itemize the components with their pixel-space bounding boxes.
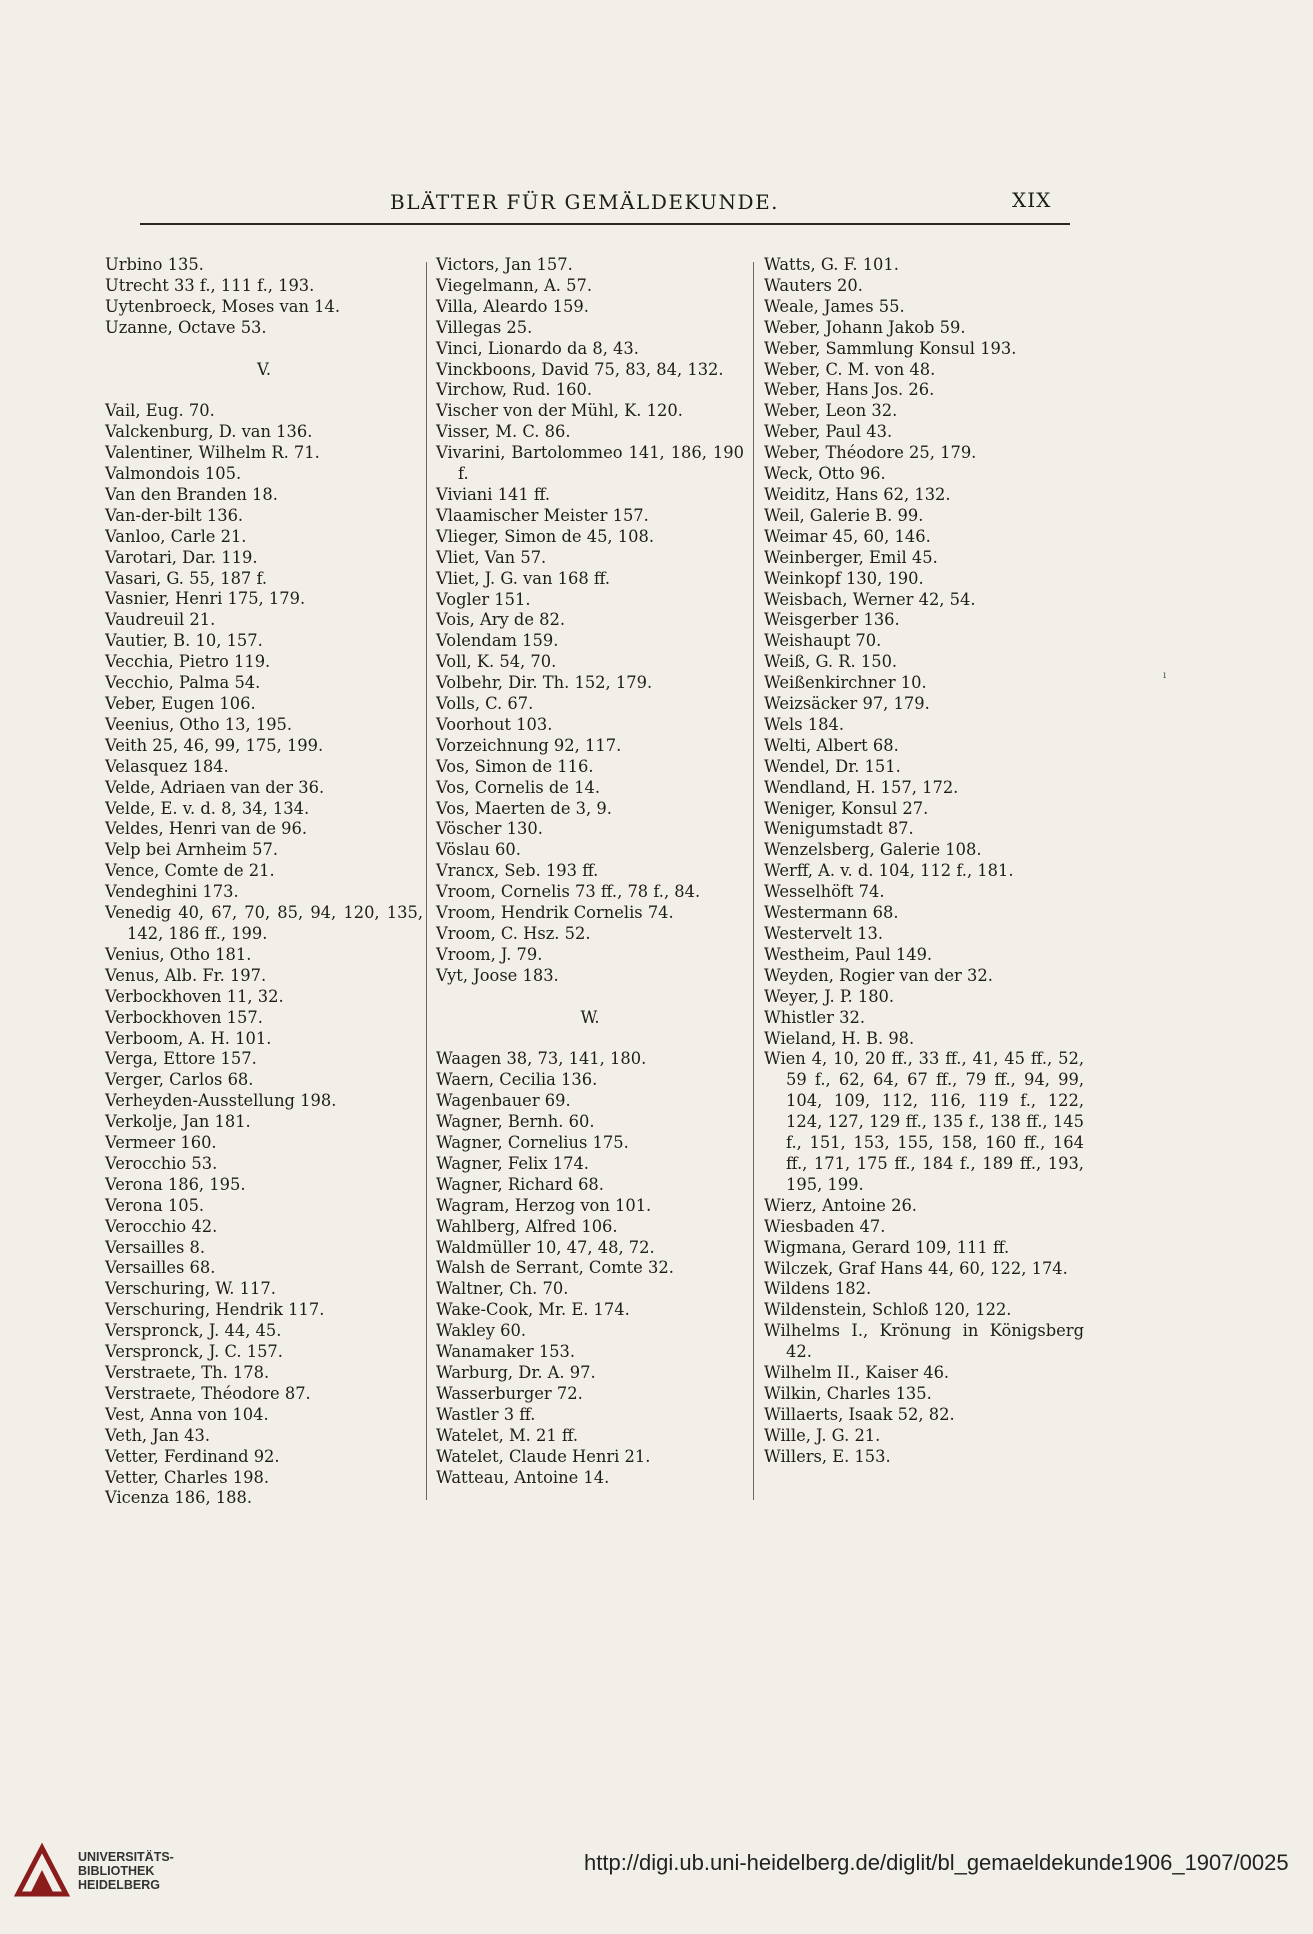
section-heading: W. — [580, 1007, 600, 1027]
index-entry: Verstraete, Théodore 87. — [105, 1383, 311, 1403]
index-entry: Wildenstein, Schloß 120, 122. — [764, 1300, 1012, 1320]
index-entry: Weinkopf 130, 190. — [764, 568, 924, 588]
index-entry: Wagner, Cornelius 175. — [436, 1133, 629, 1153]
index-entry: Vroom, Cornelis 73 ff., 78 f., 84. — [436, 882, 701, 902]
index-entry: Veber, Eugen 106. — [105, 694, 256, 713]
index-entry: Waern, Cecilia 136. — [436, 1070, 598, 1090]
index-entry: Vanloo, Carle 21. — [105, 526, 247, 546]
index-entry: Weiß, G. R. 150. — [764, 652, 898, 672]
index-entry: Vinckboons, David 75, 83, 84, 132. — [436, 359, 724, 379]
index-entry: Willaerts, Isaak 52, 82. — [764, 1404, 955, 1424]
index-entry: Weale, James 55. — [764, 296, 905, 316]
index-entry: Vos, Maerten de 3, 9. — [436, 798, 612, 818]
index-entry: Verkolje, Jan 181. — [105, 1112, 251, 1132]
index-entry: Venus, Alb. Fr. 197. — [105, 965, 267, 985]
index-entry: Verstraete, Th. 178. — [105, 1363, 270, 1382]
index-entry: Waagen 38, 73, 141, 180. — [436, 1049, 647, 1069]
index-entry: Verboom, A. H. 101. — [105, 1028, 272, 1048]
index-entry: Verspronck, J. C. 157. — [105, 1342, 283, 1362]
index-entry: Vicenza 186, 188. — [105, 1488, 253, 1508]
index-entry: Watts, G. F. 101. — [764, 255, 899, 274]
index-entry: Valckenburg, D. van 136. — [105, 422, 313, 442]
index-entry: Uzanne, Octave 53. — [105, 317, 267, 337]
scan-speck: ı — [1163, 670, 1167, 681]
index-entry: Warburg, Dr. A. 97. — [436, 1363, 596, 1382]
spacer — [436, 987, 744, 1008]
index-entry: Verspronck, J. 44, 45. — [105, 1321, 282, 1341]
index-entry: Wierz, Antoine 26. — [764, 1195, 917, 1215]
index-entry: Waldmüller 10, 47, 48, 72. — [436, 1237, 655, 1257]
index-entry: Watelet, Claude Henri 21. — [436, 1446, 651, 1466]
index-entry: Vroom, J. 79. — [436, 944, 543, 964]
index-entry: Vetter, Charles 198. — [105, 1467, 270, 1487]
index-entry: Wigmana, Gerard 109, 111 ff. — [764, 1237, 1010, 1257]
index-entry: Wilkin, Charles 135. — [764, 1383, 932, 1403]
index-entry: Wien 4, 10, 20 ff., 33 ff., 41, 45 ff., 52, 59 f., 62, 64, 67 ff., 79 ff., 94, 99, 104, 109, 112, 116, 119 f., 122, 124, 127, 129 ff., 135 f., 138 ff., 145 f., 151, 153, 155, 158, 160 ff., 164 ff., 171, 175 ff., 184 f., 189 ff., 193, 195, 199. — [764, 1049, 1084, 1194]
index-entry: Versailles 68. — [105, 1258, 216, 1278]
index-entry: Wagner, Felix 174. — [436, 1153, 589, 1173]
index-entry: Vence, Comte de 21. — [105, 861, 275, 881]
index-entry: Wanamaker 153. — [436, 1342, 576, 1362]
index-entry: Vyt, Joose 183. — [436, 965, 559, 985]
index-entry: Verocchio 42. — [105, 1216, 218, 1236]
column-divider — [426, 262, 427, 1500]
index-entry: Victors, Jan 157. — [436, 255, 573, 274]
index-entry: Werff, A. v. d. 104, 112 f., 181. — [764, 861, 1014, 881]
index-entry: Wakley 60. — [436, 1321, 526, 1341]
index-entry: Welti, Albert 68. — [764, 735, 899, 755]
index-entry: Vrancx, Seb. 193 ff. — [436, 861, 599, 881]
index-entry: Voorhout 103. — [436, 714, 553, 734]
index-entry: Wauters 20. — [764, 275, 863, 295]
index-entry: Willers, E. 153. — [764, 1446, 891, 1466]
index-entry: Verocchio 53. — [105, 1153, 218, 1173]
index-entry: Weisbach, Werner 42, 54. — [764, 589, 976, 609]
index-entry: Verbockhoven 11, 32. — [105, 986, 284, 1006]
index-entry: Weiditz, Hans 62, 132. — [764, 484, 951, 504]
index-entry: Villa, Aleardo 159. — [436, 296, 589, 316]
index-entry: Wille, J. G. 21. — [764, 1425, 881, 1445]
index-entry: Wastler 3 ff. — [436, 1404, 536, 1424]
index-entry: Voll, K. 54, 70. — [436, 652, 557, 672]
index-entry: Viviani 141 ff. — [436, 484, 551, 504]
index-entry: Vecchia, Pietro 119. — [105, 652, 271, 672]
index-entry: Utrecht 33 f., 111 f., 193. — [105, 275, 315, 295]
index-entry: Van-der-bilt 136. — [105, 505, 244, 525]
index-entry: Venedig 40, 67, 70, 85, 94, 120, 135, 142, 186 ff., 199. — [105, 903, 423, 943]
index-entry: Volls, C. 67. — [436, 694, 534, 714]
index-entry: Watteau, Antoine 14. — [436, 1467, 610, 1487]
index-entry: Vest, Anna von 104. — [105, 1404, 269, 1424]
index-entry: Villegas 25. — [436, 317, 533, 337]
index-entry: Weber, Sammlung Konsul 193. — [764, 338, 1017, 358]
index-entry: Wahlberg, Alfred 106. — [436, 1216, 618, 1236]
index-entry: Verschuring, W. 117. — [105, 1279, 276, 1299]
index-entry: Waltner, Ch. 70. — [436, 1279, 569, 1299]
index-entry: Verona 186, 195. — [105, 1174, 246, 1194]
index-entry: Valmondois 105. — [105, 464, 242, 484]
spacer — [105, 380, 423, 401]
index-entry: Vos, Cornelis de 14. — [436, 777, 601, 797]
index-entry: Wagram, Herzog von 101. — [436, 1195, 652, 1215]
index-entry: Vöslau 60. — [436, 840, 521, 860]
index-entry: Vetter, Ferdinand 92. — [105, 1446, 280, 1466]
index-entry: Weishaupt 70. — [764, 631, 882, 651]
index-entry: Weizsäcker 97, 179. — [764, 694, 930, 714]
index-entry: Weyden, Rogier van der 32. — [764, 965, 993, 985]
index-entry: Wesselhöft 74. — [764, 882, 885, 902]
index-entry: Wilhelms I., Krönung in Königsberg 42. — [764, 1321, 1084, 1362]
index-entry: Vaudreuil 21. — [105, 610, 216, 630]
index-entry: Weber, Johann Jakob 59. — [764, 317, 966, 337]
index-entry: Weniger, Konsul 27. — [764, 798, 929, 818]
section-heading: V. — [256, 359, 272, 379]
index-entry: Veldes, Henri van de 96. — [105, 819, 308, 839]
index-entry: Velde, Adriaen van der 36. — [105, 777, 325, 797]
index-entry: Volbehr, Dir. Th. 152, 179. — [436, 673, 653, 693]
index-entry: Vail, Eug. 70. — [105, 401, 215, 421]
index-entry: Whistler 32. — [764, 1007, 866, 1027]
index-entry: Westheim, Paul 149. — [764, 944, 933, 964]
index-column-2 — [436, 255, 744, 1488]
index-entry: Walsh de Serrant, Comte 32. — [436, 1258, 674, 1278]
index-entry: Weck, Otto 96. — [764, 464, 886, 484]
index-entry: Weber, Paul 43. — [764, 422, 893, 442]
index-entry: Wendel, Dr. 151. — [764, 756, 901, 776]
page-number: XIX — [1012, 188, 1052, 212]
index-entry: Wildens 182. — [764, 1279, 872, 1299]
index-entry: Weber, C. M. von 48. — [764, 359, 936, 379]
index-entry: Vogler 151. — [436, 589, 531, 609]
spacer — [436, 1029, 744, 1050]
index-entry: Urbino 135. — [105, 255, 204, 274]
index-entry: Westervelt 13. — [764, 924, 884, 943]
index-entry: Verona 105. — [105, 1195, 205, 1215]
index-entry: Vlieger, Simon de 45, 108. — [436, 526, 655, 546]
index-entry: Weyer, J. P. 180. — [764, 986, 895, 1006]
index-entry: Weinberger, Emil 45. — [764, 547, 938, 567]
index-column-1 — [105, 255, 423, 1509]
index-entry: Vendeghini 173. — [105, 882, 239, 902]
header-rule — [140, 223, 1070, 225]
index-entry: Vasari, G. 55, 187 f. — [105, 568, 268, 588]
library-logo-icon — [12, 1840, 72, 1900]
index-entry: Vroom, C. Hsz. 52. — [436, 924, 591, 943]
running-head-title: BLÄTTER FÜR GEMÄLDEKUNDE. — [390, 190, 780, 214]
index-entry: Versailles 8. — [105, 1237, 206, 1257]
index-entry: Viegelmann, A. 57. — [436, 275, 593, 295]
index-entry: Wagner, Richard 68. — [436, 1174, 604, 1194]
index-entry: Weißenkirchner 10. — [764, 673, 927, 693]
index-entry: Vermeer 160. — [105, 1133, 217, 1153]
index-entry: Vöscher 130. — [436, 819, 543, 839]
index-entry: Venius, Otho 181. — [105, 944, 252, 964]
library-name: UNIVERSITÄTS- BIBLIOTHEK HEIDELBERG — [78, 1850, 174, 1892]
index-entry: Velasquez 184. — [105, 756, 229, 776]
index-entry: Vois, Ary de 82. — [436, 610, 566, 630]
index-entry: Vroom, Hendrik Cornelis 74. — [436, 903, 674, 923]
index-entry: Weber, Leon 32. — [764, 401, 898, 421]
column-divider — [753, 262, 754, 1500]
index-entry: Wagner, Bernh. 60. — [436, 1112, 595, 1132]
index-entry: Verschuring, Hendrik 117. — [105, 1300, 325, 1320]
index-entry: Weimar 45, 60, 146. — [764, 526, 931, 546]
index-entry: Volendam 159. — [436, 631, 559, 651]
index-entry: Vinci, Lionardo da 8, 43. — [436, 338, 639, 358]
index-entry: Uytenbroeck, Moses van 14. — [105, 296, 341, 316]
index-entry: Van den Branden 18. — [105, 484, 278, 504]
index-entry: Weber, Théodore 25, 179. — [764, 443, 977, 463]
index-entry: Wake-Cook, Mr. E. 174. — [436, 1300, 630, 1320]
index-entry: Vivarini, Bartolommeo 141, 186, 190 f. — [436, 443, 744, 484]
source-url[interactable]: http://digi.ub.uni-heidelberg.de/diglit/bl_gemaeldekunde1906_1907/0025 — [584, 1850, 1289, 1875]
index-entry: Vliet, J. G. van 168 ff. — [436, 568, 611, 588]
index-entry: Wieland, H. B. 98. — [764, 1028, 915, 1048]
index-entry: Vorzeichnung 92, 117. — [436, 735, 622, 755]
index-entry: Wasserburger 72. — [436, 1383, 583, 1403]
index-entry: Wendland, H. 157, 172. — [764, 777, 959, 797]
index-entry: Watelet, M. 21 ff. — [436, 1425, 579, 1445]
index-entry: Verga, Ettore 157. — [105, 1049, 257, 1069]
index-entry: Verger, Carlos 68. — [105, 1070, 254, 1090]
index-entry: Wilhelm II., Kaiser 46. — [764, 1363, 950, 1383]
index-entry: Vliet, Van 57. — [436, 547, 547, 567]
index-entry: Wiesbaden 47. — [764, 1216, 886, 1236]
index-entry: Visser, M. C. 86. — [436, 422, 571, 442]
index-entry: Vecchio, Palma 54. — [105, 673, 261, 693]
index-entry: Valentiner, Wilhelm R. 71. — [105, 443, 320, 463]
index-entry: Vautier, B. 10, 157. — [105, 631, 263, 651]
index-entry: Wenzelsberg, Galerie 108. — [764, 840, 982, 860]
index-entry: Varotari, Dar. 119. — [105, 547, 258, 567]
index-entry: Veth, Jan 43. — [105, 1425, 211, 1445]
index-entry: Velde, E. v. d. 8, 34, 134. — [105, 798, 310, 818]
index-entry: Velp bei Arnheim 57. — [105, 840, 279, 860]
index-entry: Weber, Hans Jos. 26. — [764, 380, 935, 400]
index-entry: Wenigumstadt 87. — [764, 819, 914, 839]
index-entry: Vos, Simon de 116. — [436, 756, 594, 776]
index-entry: Vischer von der Mühl, K. 120. — [436, 401, 683, 421]
index-entry: Wagenbauer 69. — [436, 1091, 571, 1111]
index-entry: Wels 184. — [764, 714, 845, 734]
index-entry: Vasnier, Henri 175, 179. — [105, 589, 306, 609]
index-entry: Westermann 68. — [764, 903, 899, 923]
spacer — [105, 339, 423, 360]
index-entry: Veenius, Otho 13, 195. — [105, 714, 293, 734]
index-entry: Verheyden-Ausstellung 198. — [105, 1091, 337, 1111]
index-entry: Verbockhoven 157. — [105, 1007, 263, 1027]
index-entry: Vlaamischer Meister 157. — [436, 505, 649, 525]
index-column-3 — [764, 255, 1084, 1468]
index-entry: Virchow, Rud. 160. — [436, 380, 592, 400]
index-entry: Weisgerber 136. — [764, 610, 900, 630]
index-entry: Veith 25, 46, 99, 175, 199. — [105, 735, 324, 755]
index-entry: Wilczek, Graf Hans 44, 60, 122, 174. — [764, 1258, 1068, 1278]
index-entry: Weil, Galerie B. 99. — [764, 505, 924, 525]
